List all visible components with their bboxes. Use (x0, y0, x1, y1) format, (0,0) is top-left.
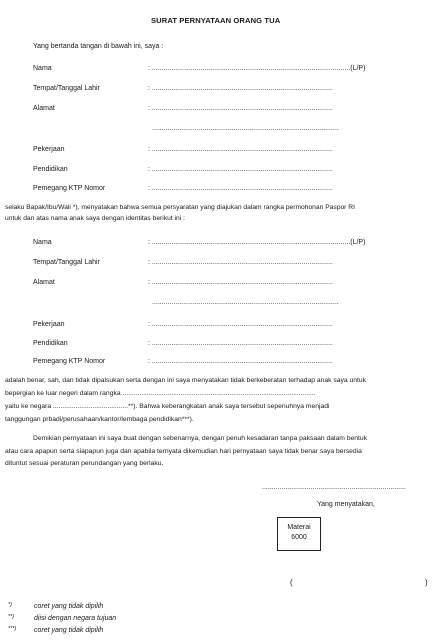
signature-name-close-paren: ) (425, 578, 428, 587)
body-line-3: yaitu ke negara ........................................**). Bahwa keberangkatan anak saya tersebut sepenuhnya menjadi (5, 403, 330, 410)
parent-birth-field[interactable]: : ............................................................................................. (148, 85, 333, 92)
signer-label: Yang menyatakan, (317, 501, 375, 508)
materai-label: Materai (287, 524, 311, 531)
materai-value: 6000 (291, 534, 307, 541)
body-line-4: tanggungan prbadi/perusahaan/kantor/lembaga pendidikan***). (5, 416, 194, 423)
child-address-field[interactable]: : ............................................................................................. (148, 279, 333, 286)
parent-birth-label: Tempat/Tanggal Lahir (33, 85, 100, 92)
parent-address-field-2[interactable]: ................................................................................................ (152, 125, 339, 132)
child-birth-field[interactable]: : ............................................................................................. (148, 259, 333, 266)
child-ktp-field[interactable]: : ............................................................................................. (148, 358, 333, 365)
child-address-field-2[interactable]: ................................................................................................ (152, 299, 339, 306)
place-date-line[interactable]: .......................................................................... (262, 484, 406, 491)
document-title: SURAT PERNYATAAN ORANG TUA (151, 16, 281, 25)
footnote-text-2: diisi dengan negara tujuan (34, 615, 117, 622)
parent-ktp-field[interactable]: : ............................................................................................. (148, 185, 333, 192)
child-name-field[interactable]: : ......................................................................................................(L/P) (148, 239, 366, 246)
body-line-1: adalah benar, sah, dan tidak dipalsukan serta dengan ini saya menyatakan tidak berkeberatan terhadap anak saya untuk (5, 377, 366, 384)
body-line-2: bepergian ke luar negeri dalam rangka ....................................................................................................... (5, 390, 316, 397)
parent-ktp-label: Pemegang KTP Nomor (33, 185, 106, 192)
parent-name-label: Nama (33, 65, 52, 72)
intro-text: Yang bertanda tangan di bawah ini, saya : (33, 43, 164, 50)
parent-name-field[interactable]: : ......................................................................................................(L/P) (148, 65, 366, 72)
child-job-field[interactable]: : ............................................................................................. (148, 321, 333, 328)
child-birth-label: Tempat/Tanggal Lahir (33, 259, 100, 266)
parent-job-field[interactable]: : ............................................................................................. (148, 146, 333, 153)
footnote-mark-2: **) (8, 614, 15, 620)
child-job-label: Pekerjaan (33, 321, 65, 328)
closing-line-1: Demikian pernyataan ini saya buat dengan sebenarnya, dengan penuh kesadaran tanpa paksaan dalam bentuk (33, 435, 367, 442)
child-name-label: Nama (33, 239, 52, 246)
parent-address-label: Alamat (33, 105, 55, 112)
child-address-label: Alamat (33, 279, 55, 286)
parent-job-label: Pekerjaan (33, 146, 65, 153)
footnote-mark-3: ***) (8, 626, 17, 632)
child-ktp-label: Pemegang KTP Nomor (33, 358, 106, 365)
footnote-text-3: coret yang tidak dipilih (34, 627, 104, 634)
materai-stamp-box (277, 517, 321, 551)
closing-line-2: atau cara apapun serta siapapun juga dan apabila ternyata dikemudian hari pernyataan saya tidak benar saya bersedia (5, 448, 362, 455)
statement-line-1: selaku Bapak/Ibu/Wali *), menyatakan bahwa semua persyaratan yang diajukan dalam rangka permohonan Paspor RI (5, 204, 355, 211)
signature-name-open-paren: ( (290, 578, 293, 587)
parent-education-label: Pendidikan (33, 166, 68, 173)
statement-line-2: untuk dan atas nama anak saya dengan identitas berikut ini : (5, 215, 185, 222)
child-education-label: Pendidikan (33, 340, 68, 347)
footnote-mark-1: *) (8, 602, 12, 608)
closing-line-3: dituntut sesuai peraturan perundangan yang berlaku. (5, 460, 164, 467)
footnote-text-1: coret yang tidak dipilih (34, 603, 104, 610)
parent-address-field[interactable]: : ............................................................................................. (148, 105, 333, 112)
child-education-field[interactable]: : ............................................................................................. (148, 340, 333, 347)
parent-education-field[interactable]: : ............................................................................................. (148, 166, 333, 173)
